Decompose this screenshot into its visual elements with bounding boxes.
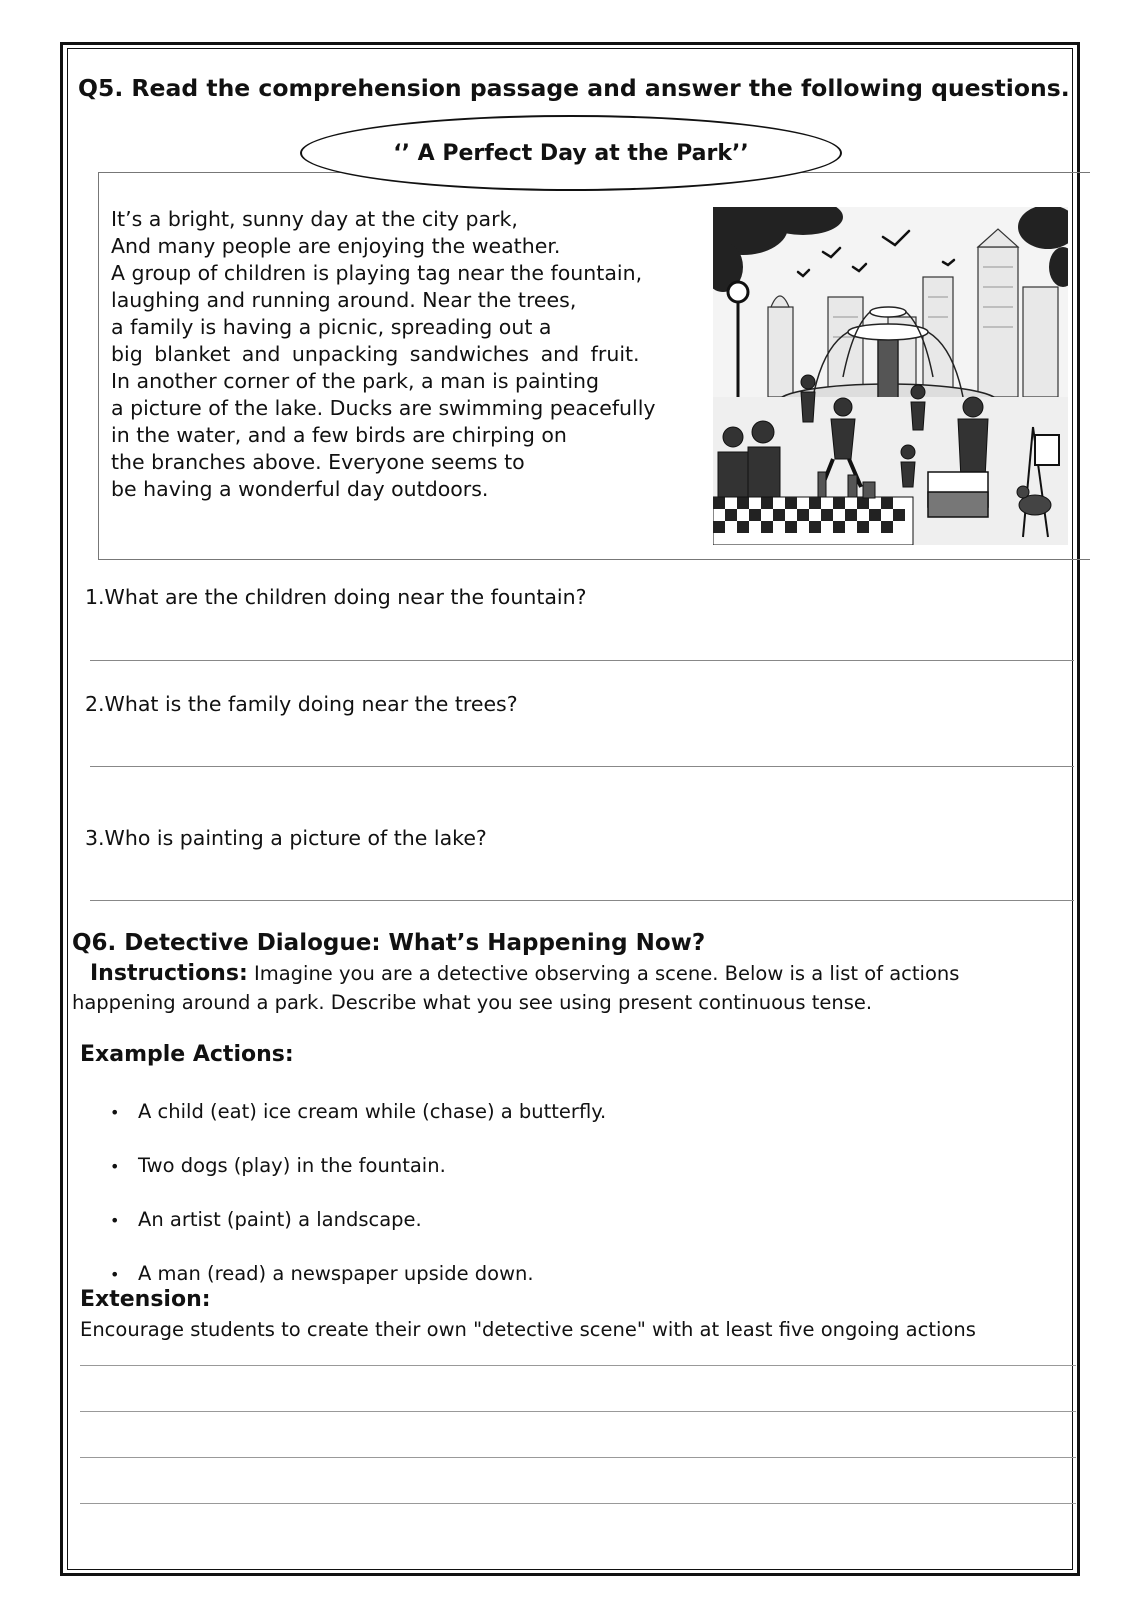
- writing-line-3[interactable]: [80, 1457, 1076, 1458]
- passage-line: in the water, and a few birds are chirping on: [111, 423, 567, 447]
- passage-line: It’s a bright, sunny day at the city park,: [111, 207, 518, 231]
- park-illustration: [713, 207, 1068, 545]
- list-item: [110, 1100, 606, 1123]
- bullet-icon: •: [110, 1103, 120, 1122]
- question-3: 3.Who is painting a picture of the lake?: [85, 826, 487, 850]
- bullet-icon: •: [110, 1265, 120, 1284]
- example-actions-heading: Example Actions:: [80, 1042, 294, 1067]
- writing-line-4[interactable]: [80, 1503, 1076, 1504]
- answer-line-2[interactable]: [90, 766, 1074, 767]
- passage-line: a picture of the lake. Ducks are swimming peacefully: [111, 396, 656, 420]
- list-item: [110, 1208, 422, 1231]
- passage-line: the branches above. Everyone seems to: [111, 450, 525, 474]
- passage-title-text: ‘’ A Perfect Day at the Park’’: [393, 140, 749, 166]
- instructions-text: Imagine you are a detective observing a scene. Below is a list of actions: [253, 962, 960, 985]
- passage-title: [300, 115, 842, 191]
- instructions-line-1: [90, 961, 959, 986]
- question-2: 2.What is the family doing near the trees?: [85, 692, 518, 716]
- instructions-line-2: happening around a park. Describe what you see using present continuous tense.: [72, 991, 873, 1014]
- action-text: Two dogs (play) in the fountain.: [138, 1154, 446, 1177]
- writing-line-1[interactable]: [80, 1365, 1076, 1366]
- list-item: [110, 1262, 534, 1285]
- extension-text: Encourage students to create their own "detective scene" with at least five ongoing actions: [80, 1318, 976, 1341]
- passage-line: laughing and running around. Near the trees,: [111, 288, 577, 312]
- passage-line: A group of children is playing tag near the fountain,: [111, 261, 643, 285]
- action-text: A man (read) a newspaper upside down.: [138, 1262, 534, 1285]
- passage-line: be having a wonderful day outdoors.: [111, 477, 489, 501]
- bullet-icon: •: [110, 1157, 120, 1176]
- answer-line-3[interactable]: [90, 900, 1074, 901]
- passage-line: big blanket and unpacking sandwiches and fruit.: [111, 342, 640, 366]
- question-1: 1.What are the children doing near the fountain?: [85, 585, 587, 609]
- action-text: An artist (paint) a landscape.: [138, 1208, 422, 1231]
- passage-line: a family is having a picnic, spreading out a: [111, 315, 552, 339]
- answer-line-1[interactable]: [90, 660, 1074, 661]
- instructions-label: Instructions:: [90, 961, 248, 986]
- bullet-icon: •: [110, 1211, 120, 1230]
- extension-heading: Extension:: [80, 1287, 211, 1312]
- q6-heading: Q6. Detective Dialogue: What’s Happening Now?: [72, 930, 706, 956]
- action-text: A child (eat) ice cream while (chase) a butterfly.: [138, 1100, 607, 1123]
- passage-line: In another corner of the park, a man is painting: [111, 369, 600, 393]
- list-item: [110, 1154, 446, 1177]
- writing-line-2[interactable]: [80, 1411, 1076, 1412]
- passage-line: And many people are enjoying the weather.: [111, 234, 561, 258]
- q5-heading: Q5. Read the comprehension passage and answer the following questions.: [78, 74, 1070, 102]
